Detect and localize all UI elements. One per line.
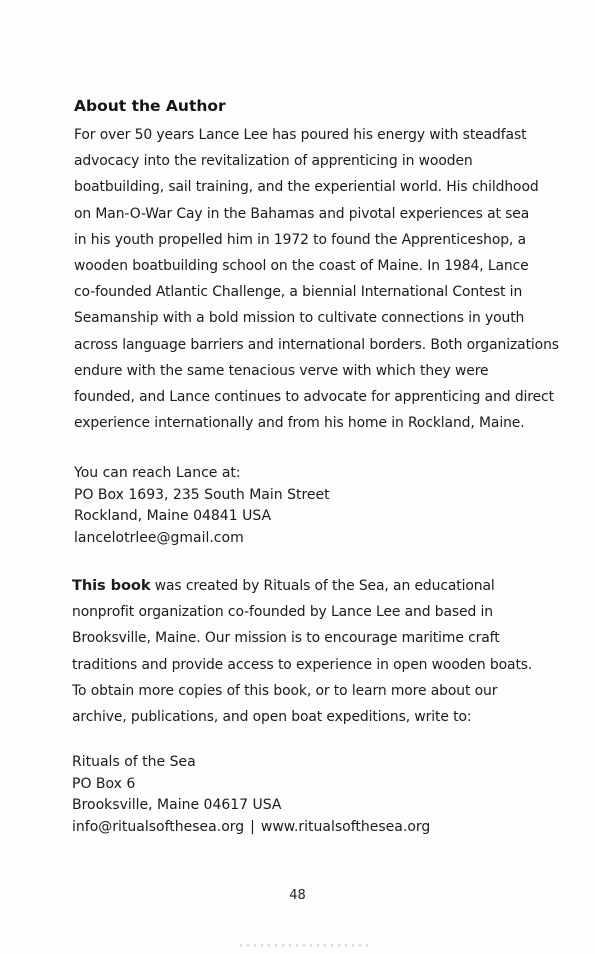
contact-email: lancelotrlee@gmail.com: [74, 529, 244, 546]
body-text-line: advocacy into the revitalization of apprenticing in wooden: [74, 153, 473, 170]
page-number: 48: [289, 888, 306, 903]
org-name: Rituals of the Sea: [72, 754, 196, 770]
org-po-box: PO Box 6: [72, 775, 136, 792]
this-book-label: This book: [72, 577, 151, 594]
book-first-line-text: was created by Rituals of the Sea, an educational: [150, 578, 495, 594]
book-text-line: nonprofit organization co-founded by Lance Lee and based in: [72, 604, 493, 621]
org-contact-line: [72, 817, 552, 839]
book-first-line: [72, 573, 582, 599]
org-website: www.ritualsofthesea.org: [260, 818, 431, 835]
body-text-line: wooden boatbuilding school on the coast of Maine. In 1984, Lance: [74, 258, 529, 275]
contact-intro: You can reach Lance at:: [74, 465, 241, 481]
author-contact: [74, 463, 554, 549]
org-city: Brooksville, Maine 04617 USA: [72, 797, 282, 813]
contact-address-line: Rockland, Maine 04841 USA: [74, 508, 272, 524]
body-text-line: experience internationally and from his home in Rockland, Maine.: [74, 415, 525, 432]
section-heading: About the Author: [74, 97, 226, 115]
book-text-line: traditions and provide access to experience in open wooden boats.: [72, 656, 533, 673]
book-text-line: To obtain more copies of this book, or to learn more about our: [72, 682, 498, 699]
body-text-line: Seamanship with a bold mission to cultivate connections in youth: [74, 310, 525, 327]
about-the-author-section: [74, 96, 584, 436]
organization-address: [72, 752, 552, 838]
body-text-line: For over 50 years Lance Lee has poured his energy with steadfast: [74, 127, 527, 143]
body-text-line: co-founded Atlantic Challenge, a biennial International Contest in: [74, 284, 523, 301]
body-text-line: endure with the same tenacious verve with which they were: [74, 362, 489, 379]
contact-address-line: PO Box 1693, 235 South Main Street: [74, 486, 330, 503]
body-text-line: across language barriers and international borders. Both organizations: [74, 336, 559, 353]
book-text-line: Brooksville, Maine. Our mission is to encourage maritime craft: [72, 630, 500, 647]
body-text-line: on Man-O-War Cay in the Bahamas and pivotal experiences at sea: [74, 205, 530, 222]
separator: |: [250, 818, 255, 835]
book-text-line: archive, publications, and open boat expeditions, write to:: [72, 709, 472, 726]
bottom-edge-marks: [240, 944, 370, 947]
body-text-line: founded, and Lance continues to advocate for apprenticing and direct: [74, 389, 554, 406]
body-text-line: in his youth propelled him in 1972 to found the Apprenticeshop, a: [74, 231, 526, 248]
body-text-line: boatbuilding, sail training, and the experiential world. His childhood: [74, 179, 539, 196]
about-this-book-section: [72, 573, 582, 730]
org-email: info@ritualsofthesea.org: [72, 818, 245, 835]
